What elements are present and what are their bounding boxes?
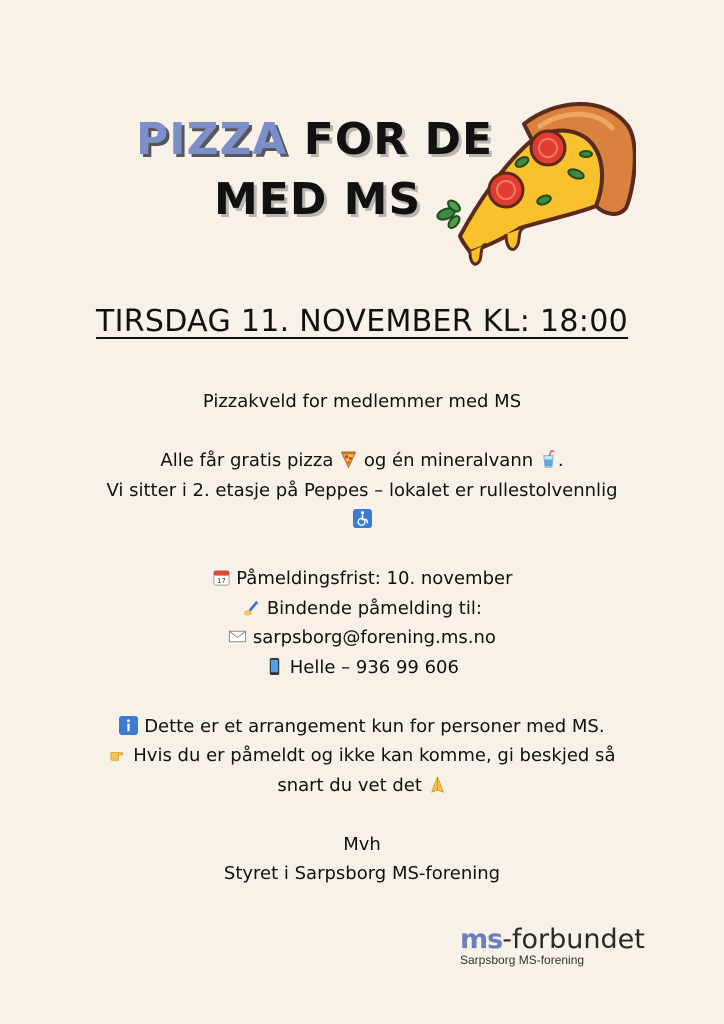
wheelchair-line	[60, 505, 664, 535]
email-address[interactable]: sarpsborg@forening.ms.no	[252, 627, 496, 648]
pizza-slice-illustration	[436, 96, 636, 278]
headline-pizza-word: PIZZA	[136, 114, 288, 165]
svg-text:17: 17	[216, 577, 226, 586]
wheelchair-symbol-icon	[353, 509, 372, 528]
pizza-slice-icon	[339, 450, 358, 469]
information-icon	[119, 716, 138, 735]
binding-line: Bindende påmelding til:	[60, 594, 664, 624]
notice-line-2: snart du vet det	[60, 771, 664, 801]
email-line	[60, 623, 664, 653]
envelope-icon	[228, 627, 247, 646]
mobile-phone-icon	[265, 657, 284, 676]
headline-for-de: FOR DE	[287, 114, 494, 165]
cup-with-straw-icon	[539, 450, 558, 469]
signature: Styret i Sarpsborg MS-forening	[223, 863, 501, 884]
intro-text: Pizzakveld for medlemmer med MS	[202, 391, 522, 412]
logo-subtitle: Sarpsborg MS-forening	[460, 953, 585, 967]
signoff: Mvh	[343, 833, 381, 855]
event-date-heading: TIRSDAG 11. NOVEMBER KL: 18:00	[96, 304, 628, 339]
phone-line	[60, 653, 664, 683]
logo-wordmark: ms-forbundet	[460, 924, 645, 955]
info-line: Dette er et arrangement kun for personer med MS.	[60, 712, 664, 742]
pointing-hand-icon	[109, 745, 128, 764]
phone-contact[interactable]: Helle – 936 99 606	[289, 656, 459, 678]
notice-line-1: Hvis du er påmeldt og ikke kan komme, gi beskjed så	[60, 741, 664, 771]
headline-line-2: MED MS	[214, 174, 422, 225]
folded-hands-icon	[428, 775, 447, 794]
calendar-icon	[212, 568, 231, 587]
deadline-line: 17 Påmeldingsfrist: 10. november	[60, 564, 664, 594]
event-details	[60, 387, 664, 889]
ms-forbundet-logo	[460, 924, 690, 967]
location-line: Vi sitter i 2. etasje på Peppes – lokalet er rullestolvennlig	[106, 479, 618, 501]
writing-hand-icon	[242, 598, 261, 617]
offer-line: Alle får gratis pizza og én mineralvann .	[160, 450, 564, 471]
